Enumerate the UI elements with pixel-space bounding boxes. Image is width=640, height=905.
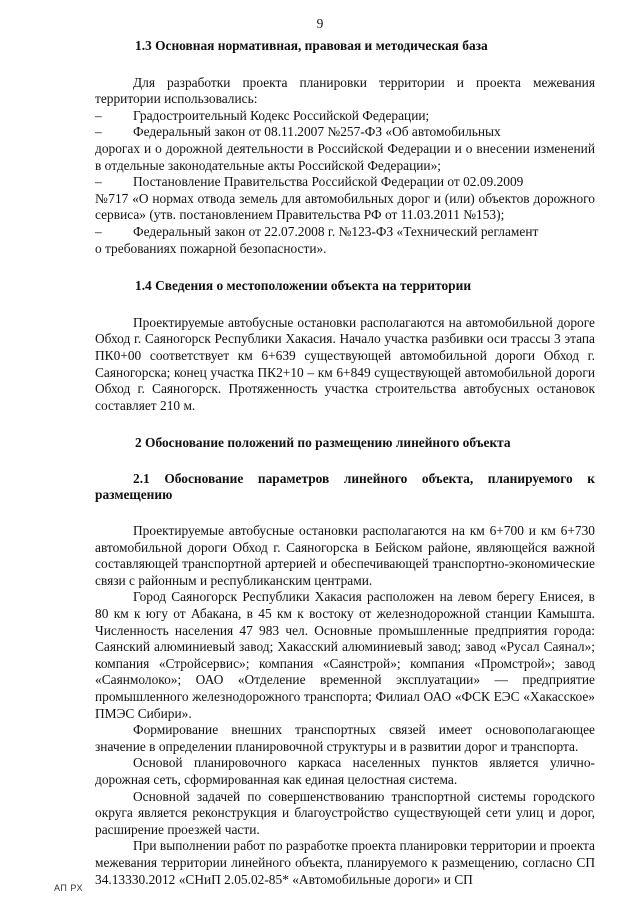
section-heading-2: 2 Обоснование положений по размещению линейного объекта [135, 435, 511, 451]
list-item [95, 108, 595, 125]
list-item-text: Федеральный закон от 22.07.2008 г. №123-ФЗ «Технический регламент [133, 223, 539, 239]
section-heading-1-3: 1.3 Основная нормативная, правовая и методическая база [135, 38, 488, 53]
list-item-continuation: о требованиях пожарной безопасности». [95, 240, 327, 256]
section-2-1-paragraph: Формирование внешних транспортных связей имеет основополагающее значение в определении планировочной структуры и в развитии дорог и транспорта. [95, 722, 595, 754]
list-dash: – [95, 124, 102, 140]
list-item-continuation: дорогах и о дорожной деятельности в Российской Федерации и о внесении изменений в отдельные законодательные акты Российской Федерации»; [95, 140, 595, 173]
section-2-1-paragraph: При выполнении работ по разработке проекта планировки территории и проекта межевания территории линейного объекта, планируемого к размещению, согласно СП 34.13330.2012 «СНиП 2.05.02-85* «Автомобильные дороги» и СП [95, 838, 595, 887]
section-2-1-paragraph: Основной задачей по совершенствованию транспортной системы городского округа является реконструкция и благоустройство существующей сети улиц и дорог, расширение проезжей части. [95, 788, 595, 837]
section-2-1-paragraph: Город Саяногорск Республики Хакасия расположен на левом берегу Енисея, в 80 км к югу от Абакана, в 45 км к востоку от железнодорожной станции Камышта. Численность населения 47 983 чел. Основные промышленные предприятия города: Саянский алюминиевый завод; Хакасский алюминиевый завод; завод «Русал Саянал»; компания «Стройсервис»; компания «Саянстрой»; компания «Промстрой»; завод «Саянмолоко»; ОАО «Отделение временной эксплуатации» — предприятие промышленного железнодорожного транспорта; Филиал ОАО «ФСК ЕЭС «Хакасское» ПМЭС Сибири». [95, 589, 595, 721]
section-1-3-intro: Для разработки проекта планировки территории и проекта межевания территории использовались: [95, 74, 595, 107]
list-dash: – [95, 174, 102, 190]
list-dash: – [95, 223, 102, 239]
list-item [95, 224, 595, 241]
section-1-4-paragraph: Проектируемые автобусные остановки располагаются на автомобильной дороге Обход г. Саяногорск Республики Хакасия. Начало участка разбивки оси трассы 3 этапа ПК0+00 соответствует км 6+639 существующей автомобильной дороги Обход г. Саяногорска; конец участка ПК2+10 – км 6+849 существующей автомобильной дороги Обход г. Саяногорск. Протяженность участка строительства автобусных остановок составляет 210 м. [95, 314, 595, 413]
list-item-text: Федеральный закон от 08.11.2007 №257-ФЗ «Об автомобильных [133, 124, 501, 140]
section-heading-1-4: 1.4 Сведения о местоположении объекта на территории [135, 278, 472, 294]
list-item [95, 174, 595, 191]
normative-list [95, 108, 595, 257]
document-body [95, 38, 595, 888]
section-2-1-paragraph: Основой планировочного каркаса населенных пунктов является улично-дорожная сеть, сформированная как единая целостная система. [95, 755, 595, 787]
page-number: 9 [316, 16, 324, 31]
list-item-text: Градостроительный Кодекс Российской Федерации; [133, 107, 430, 123]
footer-mark: АП РХ [54, 883, 83, 893]
list-dash: – [95, 107, 102, 123]
list-item-text: Постановление Правительства Российской Федерации от 02.09.2009 [133, 174, 524, 190]
list-item-continuation: №717 «О нормах отвода земель для автомобильных дорог и (или) объектов дорожного сервиса» (утв. постановлением Правительства РФ от 11.03.2011 №153); [95, 190, 595, 223]
section-2-1-paragraph: Проектируемые автобусные остановки располагаются на км 6+700 и км 6+730 автомобильной дороги Обход г. Саяногорска в Бейском районе, являющейся важной составляющей транспортной артерией и обеспечивающей транспортно-экономические связи с районным и республиканским центрами. [95, 523, 595, 588]
section-heading-2-1: 2.1 Обоснование параметров линейного объекта, планируемого к размещению [95, 470, 595, 503]
list-item [95, 124, 595, 141]
